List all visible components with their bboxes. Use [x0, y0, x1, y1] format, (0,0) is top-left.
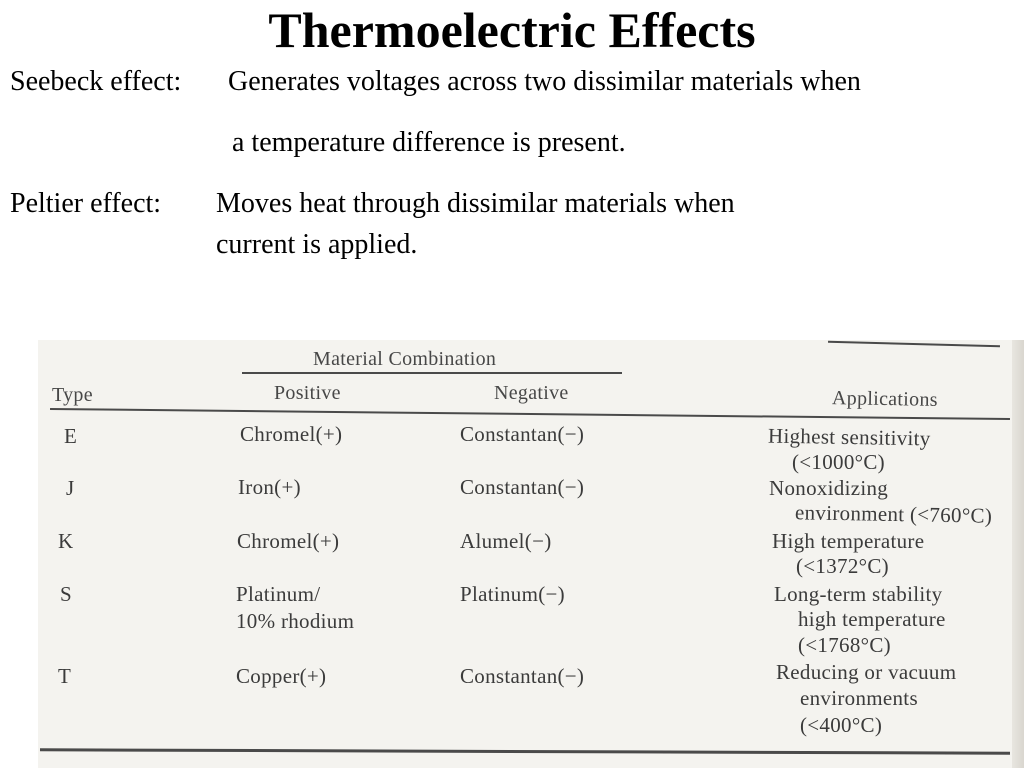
thermocouple-table-scan — [38, 340, 1024, 768]
row-application-line: Long-term stability — [774, 582, 943, 606]
seebeck-line-2: a temperature difference is present. — [232, 127, 626, 158]
peltier-line-1: Moves heat through dissimilar materials when — [216, 188, 735, 219]
row-positive: Copper(+) — [236, 664, 327, 688]
row-application-line: High temperature — [772, 529, 925, 553]
row-negative: Alumel(−) — [460, 529, 552, 553]
row-type: E — [64, 424, 78, 448]
row-type: K — [58, 529, 74, 553]
row-negative: Constantan(−) — [460, 422, 585, 446]
header-type: Type — [52, 384, 93, 406]
row-positive: Chromel(+) — [240, 422, 343, 446]
slide-title: Thermoelectric Effects — [268, 2, 756, 58]
row-positive: Chromel(+) — [237, 529, 340, 553]
row-positive: Platinum/ — [236, 582, 321, 606]
row-application-line: Reducing or vacuum — [776, 660, 957, 684]
row-application-line: high temperature — [798, 607, 946, 631]
row-positive: 10% rhodium — [236, 609, 355, 633]
row-positive: Iron(+) — [238, 475, 301, 499]
bottom-rule — [40, 748, 1010, 754]
seebeck-label: Seebeck effect: — [10, 66, 182, 97]
row-application-line: environments — [800, 686, 918, 710]
scan-page-edge — [1012, 340, 1024, 768]
header-applications: Applications — [831, 387, 938, 411]
peltier-label: Peltier effect: — [10, 188, 162, 219]
row-application-line: environment (<760°C) — [794, 500, 993, 528]
row-application-line: (<1372°C) — [796, 554, 889, 578]
row-application-line: Nonoxidizing — [769, 476, 889, 500]
row-application-line: Highest sensitivity — [767, 423, 931, 451]
row-type: T — [58, 664, 72, 688]
material-combination-header: Material Combination — [313, 348, 497, 370]
row-type: S — [60, 582, 72, 606]
row-application-line: (<1768°C) — [798, 633, 891, 657]
row-negative: Platinum(−) — [460, 582, 565, 606]
peltier-line-2: current is applied. — [216, 229, 418, 260]
row-application-line: (<400°C) — [800, 713, 883, 737]
row-negative: Constantan(−) — [460, 664, 585, 688]
seebeck-line-1: Generates voltages across two dissimilar materials when — [228, 66, 861, 97]
header-negative: Negative — [494, 382, 569, 404]
row-negative: Constantan(−) — [460, 475, 585, 499]
group-header-rule — [242, 372, 622, 374]
row-type: J — [66, 476, 75, 500]
header-positive: Positive — [274, 382, 341, 404]
top-rule — [828, 341, 1000, 348]
row-application-line: (<1000°C) — [792, 450, 885, 474]
